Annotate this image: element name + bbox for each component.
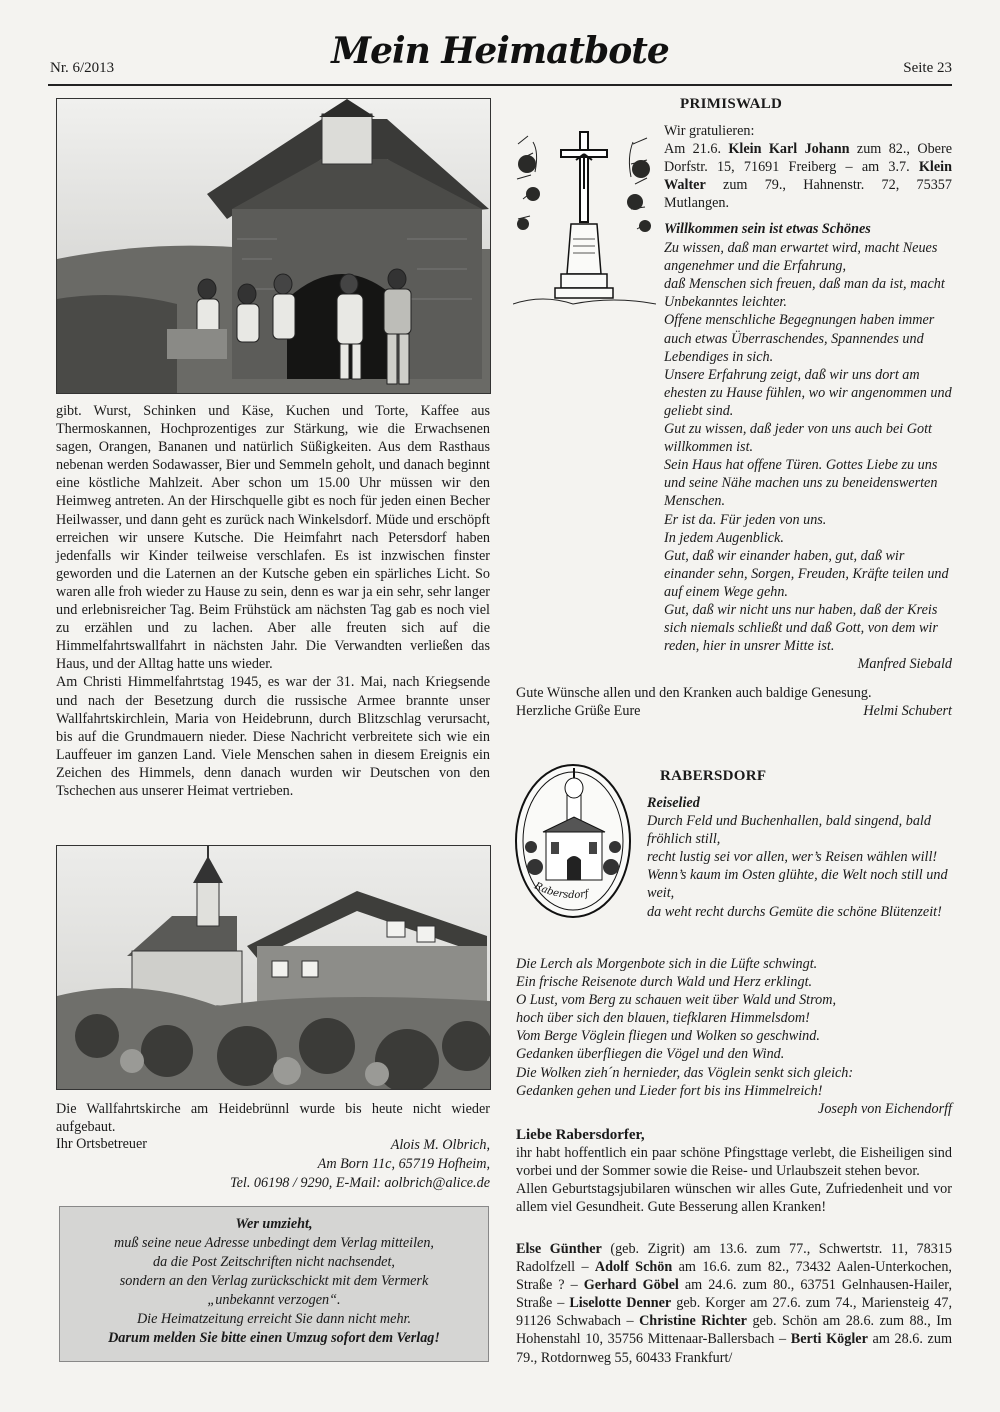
wishes-text: Allen Geburtstagsjubilaren wünschen wir alles Gute, Zufriedenheit und vor allem viel Gesundheit. Gute Besserung allen Kranken! <box>516 1181 952 1216</box>
poem-stanza: daß Menschen sich freuen, daß man da ist, macht Unbekanntes leichter. <box>664 276 945 311</box>
birthday-text: am 28.6. zum 79., Rotdornweg 55, 60433 Frankfurt/ <box>516 1331 952 1366</box>
notice-line: da die Post Zeitschriften nicht nachsendet, <box>153 1254 395 1270</box>
poem-line: Gedanken gehen und Lieder fort bis ins Himmelreich! <box>516 1082 823 1099</box>
birthday-name: Berti Kögler <box>790 1331 868 1348</box>
poem-line: Durch Feld und Buchenhallen, bald singend, bald fröhlich still, <box>647 813 931 848</box>
regards-name: Helmi Schubert <box>863 703 952 720</box>
poem-line: Wenn’s kaum im Osten glühte, die Welt noch still und weit, <box>647 867 948 902</box>
article-paragraph: gibt. Wurst, Schinken und Käse, Kuchen und Torte, Kaffee aus Thermoskannen, Hochprozentiges zur Stärkung, wie die Erwachsenen sagen, Orangen, Bananen und natürlich Süßigkeiten. Aus dem Rasthaus nebenan werden Sodawasser, Bier und Semmeln geholt, und danach beginnt eine köstliche Mahlzeit. Aber schon um 15.00 Uhr müssen wir den Heimweg antreten. An der Hirschquelle gibt es noch für jeden einen Becher Heilwasser, und dann geht es zurück nach Winkelsdorf. Müde und erschöpft erreichen wir unsere Kutsche. Die Heimfahrt nach Petersdorf haben jedenfalls wir Kinder teilweise verschlafen. Es ist inzwischen finster geworden und die Laternen an der Kutsche geben ein spärliches Licht. So waren alle froh wieder zu Hause zu sein, denn es war ja ein sehr, sehr langer und erlebnisreicher Tag. Beim Frühstück am nächsten Tag gab es noch viel zu erzählen und zu lachen. Aber alle freuten sich auf die Himmelfahrtswallfahrt in nächsten Jahr. Die Verwandten verließen das Haus, und der Alltag hatte uns wieder. <box>56 403 490 673</box>
signature-line: Alois M. Olbrich, <box>390 1137 490 1153</box>
poem-line: da weht recht durchs Gemüte die schöne Blütenzeit! <box>647 903 942 920</box>
article-paragraph: Am Christi Himmelfahrtstag 1945, es war der 31. Mai, nach Kriegsende und nach der Besetzung durch die russische Armee brannte unser Wallfahrtskirchlein, Maria von Heidebrunn, durch Blitzschlag verursacht, bis auf die Grundmauern nieder. Diese Nachricht verbreitete sich wie ein Lauffeuer im ganzen Land. Viele Menschen sahen in diesem Ereignis ein Zeichen des Himmels, denn danach wurden wir Deutschen von den Tschechen aus unserer Heimat vertrieben. <box>56 674 490 799</box>
poem-stanza: Sein Haus hat offene Türen. Gottes Liebe zu uns und seine Nähe machen uns zu beneidenswerten Menschen. <box>664 457 938 510</box>
notice-line: „unbekannt verzogen“. <box>207 1292 341 1308</box>
masthead-title: Mein Heimatbote <box>331 30 669 72</box>
greeting-title: Liebe Rabersdorfer, <box>516 1127 645 1143</box>
congrats-text: Am 21.6. <box>664 141 729 158</box>
rabersdorf-greeting <box>516 1126 952 1216</box>
poem-author: Manfred Siebald <box>857 656 952 673</box>
poem-stanza: Offene menschliche Begegnungen haben immer auch etwas Überraschendes, Spannendes und Lebendiges in sich. <box>664 312 935 365</box>
poem-line: recht lustig sei vor allen, wer’s Reisen wählen will! <box>647 849 938 866</box>
birthday-text: (geb. Zigrit) am 13.6. zum 77., Schwertstr. 11, 78315 Radolfzell – <box>516 1241 952 1276</box>
notice-line: Die Heimatzeitung erreicht Sie dann nicht mehr. <box>136 1311 412 1327</box>
notice-title: Wer umzieht, <box>235 1216 313 1232</box>
emblem-lettering: Rabersdorf <box>532 880 590 902</box>
poem-stanza: Er ist da. Für jeden von uns. <box>664 511 827 528</box>
poem-line: Die Lerch als Morgenbote sich in die Lüfte schwingt. <box>516 956 818 972</box>
poem-line: Vom Berge Vöglein fliegen und Wolken so geschwind. <box>516 1028 820 1045</box>
poem-stanza: Zu wissen, daß man erwartet wird, macht Neues angenehmer und die Erfahrung, <box>664 240 938 275</box>
primiswald-poem <box>664 220 952 673</box>
birthday-name: Else Günther <box>516 1241 602 1257</box>
primiswald-congratulations <box>664 122 952 212</box>
poem-line: hoch über sich den blauen, tiefklaren Himmelsdom! <box>516 1010 810 1027</box>
congrats-name: Klein Walter <box>664 159 952 194</box>
poem-line: Gedanken überfliegen die Vögel und den Wind. <box>516 1046 785 1063</box>
contact-greeting: Ihr Ortsbetreuer <box>56 1136 147 1152</box>
birthday-name: Gerhard Göbel <box>583 1277 679 1294</box>
birthday-name: Christine Richter <box>639 1313 747 1330</box>
rabersdorf-birthdays <box>516 1240 952 1367</box>
poem-line: Ein frische Reisenote durch Wald und Herz erklingt. <box>516 974 813 991</box>
birthday-name: Liselotte Denner <box>569 1295 672 1312</box>
birthday-name: Adolf Schön <box>594 1259 673 1276</box>
rabersdorf-poem-bottom <box>516 955 952 1118</box>
birthday-text: geb. Korger am 27.6. zum 74., Mariensteig 47, 91126 Schwabach – <box>516 1295 952 1330</box>
congrats-text: zum 82., Obere Dorfstr. 15, 71691 Freiberg – am 3.7. <box>664 141 952 176</box>
photo-pilgrimage-church <box>56 845 491 1090</box>
section-title-primiswald: PRIMISWALD <box>680 96 783 112</box>
birthday-text: am 24.6. zum 80., 63751 Gelnhausen-Hailer, Straße – <box>516 1277 953 1312</box>
poem-title: Reiselied <box>647 795 700 811</box>
notice-closing: Darum melden Sie bitte einen Umzug sofort dem Verlag! <box>108 1330 440 1346</box>
poem-title: Willkommen sein ist etwas Schönes <box>664 221 871 237</box>
contact-signature <box>190 1136 490 1193</box>
congrats-text: zum 79., Hahnenstr. 72, 75357 Mutlangen. <box>664 177 952 212</box>
poem-stanza: Unsere Erfahrung zeigt, daß wir uns dort am ehesten zu Hause fühlen, wo wir angenommen und geliebt sind. <box>664 366 952 419</box>
poem-stanza: In jedem Augenblick. <box>664 529 784 546</box>
rabersdorf-church-emblem <box>513 762 633 920</box>
left-article-body <box>56 402 490 800</box>
issue-number: Nr. 6/2013 <box>50 60 115 76</box>
wishes-text: Gute Wünsche allen und den Kranken auch baldige Genesung. <box>516 685 872 701</box>
header-rule <box>48 84 952 86</box>
greeting-text: ihr habt hoffentlich ein paar schöne Pfingsttage verlebt, die Eisheiligen sind vorbei und der Sommer sowie die Reise- und Urlaubszeit stehen bevor. <box>516 1145 952 1180</box>
primiswald-wishes <box>516 684 952 720</box>
poem-stanza: Gut zu wissen, daß jeder von uns auch bei Gott willkommen ist. <box>664 421 932 456</box>
poem-author: Joseph von Eichendorff <box>818 1100 952 1117</box>
poem-stanza: Gut, daß wir nicht uns nur haben, daß der Kreis sich niemals schließt und daß Gott, von dem wir reden, hier in unsrer Mitte ist. <box>664 601 938 655</box>
poem-stanza: Gut, daß wir einander haben, gut, daß wir einander sehn, Sorgen, Freuden, Kräfte teilen und auf einem Wege gehn. <box>664 547 949 600</box>
rabersdorf-poem-top <box>647 794 952 921</box>
moving-notice-box <box>59 1206 489 1362</box>
birthday-text: geb. Schön am 28.6. zum 88., Im Hohenstahl 10, 35756 Mittenaar-Ballersbach – <box>516 1313 952 1348</box>
section-title-rabersdorf: RABERSDORF <box>660 768 767 784</box>
page-number: Seite 23 <box>903 60 952 76</box>
poem-line: Die Wolken zieh´n hernieder, das Vöglein senkt sich gleich: <box>516 1064 854 1081</box>
regards-text: Herzliche Grüße Eure <box>516 703 641 720</box>
poem-line: O Lust, vom Berg zu schauen weit über Wald und Strom, <box>516 992 836 1009</box>
signature-line: Am Born 11c, 65719 Hofheim, <box>317 1156 490 1172</box>
crucifix-illustration <box>513 124 656 312</box>
photo-chapel-group <box>56 98 491 394</box>
signature-line: Tel. 06198 / 9290, E-Mail: aolbrich@alice.de <box>230 1175 490 1191</box>
notice-line: sondern an den Verlag zurückschickt mit dem Vermerk <box>119 1273 429 1289</box>
photo-caption: Die Wallfahrtskirche am Heidebrünnl wurde bis heute nicht wieder aufgebaut. <box>56 1101 490 1136</box>
notice-line: muß seine neue Adresse unbedingt dem Verlag mitteilen, <box>114 1235 434 1251</box>
congrats-name: Klein Karl Johann <box>728 141 850 158</box>
congrats-intro: Wir gratulieren: <box>664 123 755 139</box>
birthday-text: am 16.6. zum 82., 73432 Aalen-Unterkochen, Straße ? – <box>516 1259 952 1294</box>
